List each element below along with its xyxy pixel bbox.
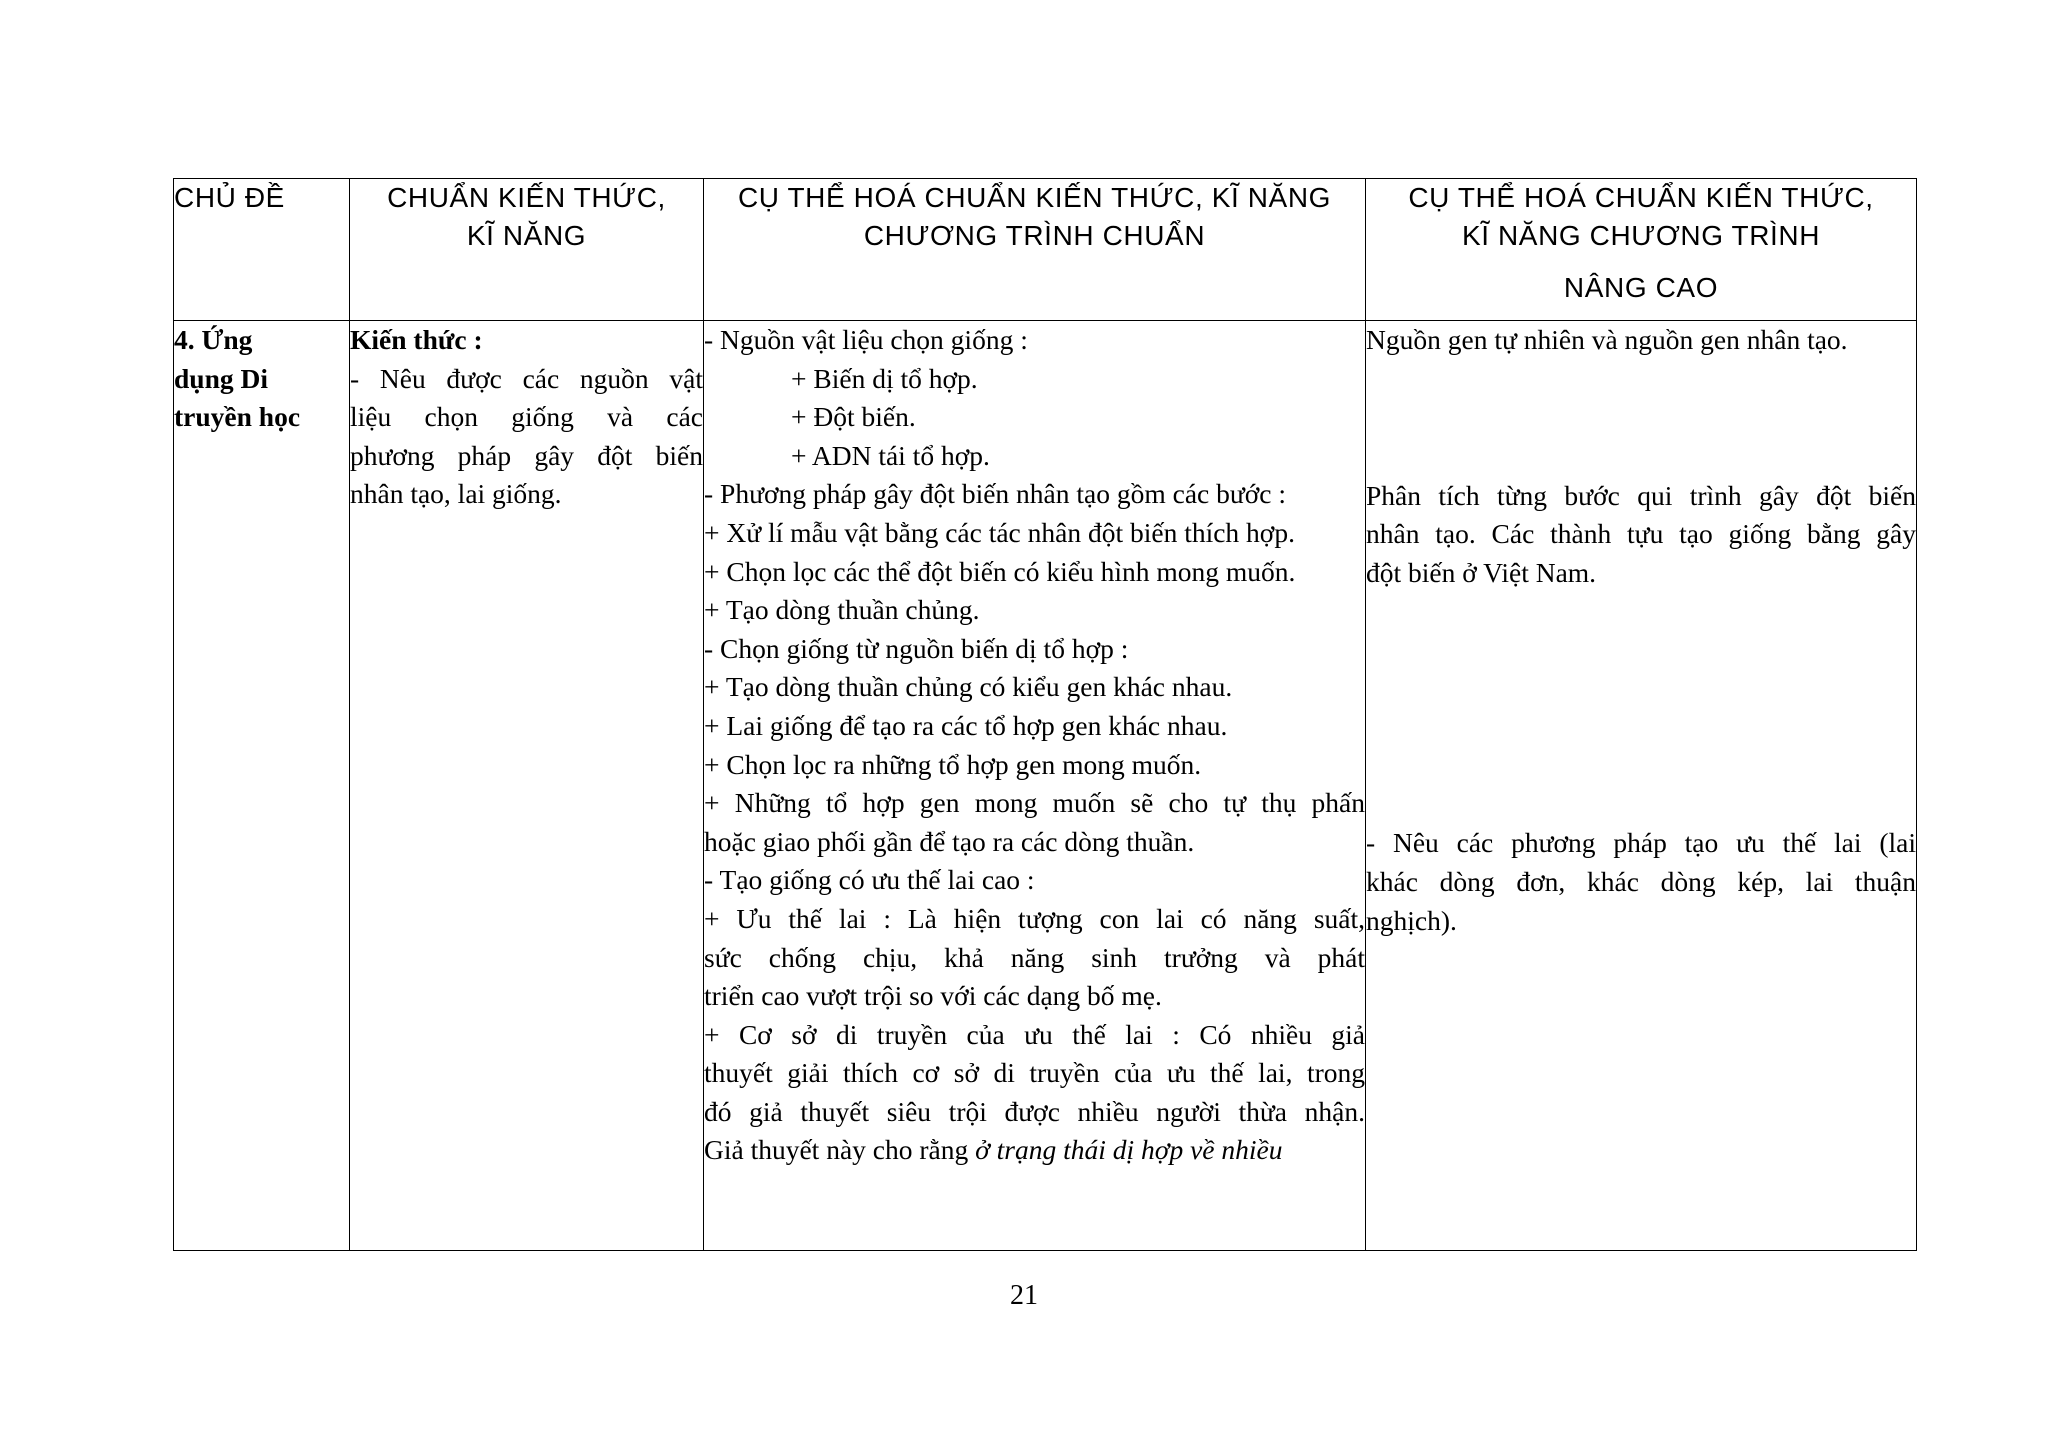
header-advanced-line: KĨ NĂNG CHƯƠNG TRÌNH <box>1461 220 1821 251</box>
standard-line: nhân tạo, lai giống. <box>350 478 562 510</box>
basic-line: hoặc giao phối gần để tạo ra các dòng thuần. <box>704 825 1195 857</box>
knowledge-heading: Kiến thức : <box>350 324 483 355</box>
table-header-row <box>174 179 1917 321</box>
basic-program-cell <box>704 321 1366 1251</box>
basic-line-italic-part: ở trạng thái dị hợp về nhiều <box>975 1134 1283 1166</box>
basic-line: + Lai giống để tạo ra các tổ hợp gen khác nhau. <box>704 709 1228 741</box>
basic-line: + Đột biến. <box>791 401 916 433</box>
standard-line: phương pháp gây đột biến <box>350 439 703 471</box>
basic-line: triển cao vượt trội so với các dạng bố mẹ. <box>704 980 1162 1012</box>
basic-line: + ADN tái tổ hợp. <box>791 439 990 471</box>
standard-line: - Nêu được các nguồn vật <box>350 362 703 394</box>
basic-line: - Chọn giống từ nguồn biến dị tổ hợp : <box>704 632 1129 664</box>
basic-line: - Tạo giống có ưu thế lai cao : <box>704 864 1035 896</box>
advanced-line: đột biến ở Việt Nam. <box>1366 556 1597 588</box>
basic-line: + Chọn lọc ra những tổ hợp gen mong muốn. <box>704 748 1202 780</box>
header-standard <box>350 179 704 321</box>
header-basic-program <box>704 179 1366 321</box>
basic-line: + Tạo dòng thuần chủng có kiểu gen khác nhau. <box>704 671 1233 703</box>
standard-line: liệu chọn giống và các <box>350 401 703 433</box>
advanced-program-cell <box>1366 321 1917 1251</box>
topic-line: 4. Ứng <box>174 324 253 355</box>
header-topic-label: CHỦ ĐỀ <box>174 182 285 213</box>
header-standard-line: CHUẨN KIẾN THỨC, <box>387 182 666 213</box>
advanced-line: Phân tích từng bước qui trình gây đột biến <box>1366 479 1916 511</box>
basic-line: + Tạo dòng thuần chủng. <box>704 594 980 626</box>
advanced-line: - Nêu các phương pháp tạo ưu thế lai (lai <box>1366 827 1916 859</box>
basic-line: - Phương pháp gây đột biến nhân tạo gồm các bước : <box>704 478 1287 510</box>
basic-line-mixed <box>704 1131 1365 1170</box>
advanced-line: nghịch). <box>1366 904 1457 936</box>
advanced-line: khác dòng đơn, khác dòng kép, lai thuận <box>1366 865 1916 897</box>
header-basic-line: CHƯƠNG TRÌNH CHUẨN <box>863 220 1206 251</box>
page-number: 21 <box>1010 1280 1038 1311</box>
topic-cell <box>174 321 350 1251</box>
header-standard-line: KĨ NĂNG <box>466 220 587 251</box>
header-advanced-program <box>1366 179 1917 321</box>
standard-cell <box>350 321 704 1251</box>
basic-line: đó giả thuyết siêu trội được nhiều người thừa nhận. <box>704 1095 1365 1127</box>
basic-line: + Biến dị tổ hợp. <box>791 362 978 394</box>
header-advanced-line: CỤ THỂ HOÁ CHUẨN KIẾN THỨC, <box>1408 182 1874 213</box>
header-basic-line: CỤ THỂ HOÁ CHUẨN KIẾN THỨC, KĨ NĂNG <box>737 182 1332 213</box>
basic-line: sức chống chịu, khả năng sinh trưởng và phát <box>704 941 1365 973</box>
basic-line: + Cơ sở di truyền của ưu thế lai : Có nhiều giả <box>704 1018 1365 1050</box>
basic-line: - Nguồn vật liệu chọn giống : <box>704 324 1028 355</box>
basic-line: thuyết giải thích cơ sở di truyền của ưu thế lai, trong <box>704 1057 1365 1089</box>
header-topic <box>174 179 350 321</box>
advanced-line: Nguồn gen tự nhiên và nguồn gen nhân tạo. <box>1366 324 1848 355</box>
curriculum-table <box>173 178 1917 1251</box>
topic-line: truyền học <box>174 401 301 433</box>
basic-line: + Xử lí mẫu vật bằng các tác nhân đột biến thích hợp. <box>704 516 1295 548</box>
basic-line-part: Giả thuyết này cho rằng <box>704 1134 976 1166</box>
basic-line: + Những tổ hợp gen mong muốn sẽ cho tự thụ phấn <box>704 787 1365 819</box>
header-advanced-line: NÂNG CAO <box>1563 272 1719 303</box>
basic-line: + Chọn lọc các thể đột biến có kiểu hình mong muốn. <box>704 555 1296 587</box>
topic-line: dụng Di <box>174 362 269 394</box>
table-row <box>174 321 1917 1251</box>
basic-line: + Ưu thế lai : Là hiện tượng con lai có năng suất, <box>704 902 1365 934</box>
advanced-line: nhân tạo. Các thành tựu tạo giống bằng gây <box>1366 518 1916 550</box>
